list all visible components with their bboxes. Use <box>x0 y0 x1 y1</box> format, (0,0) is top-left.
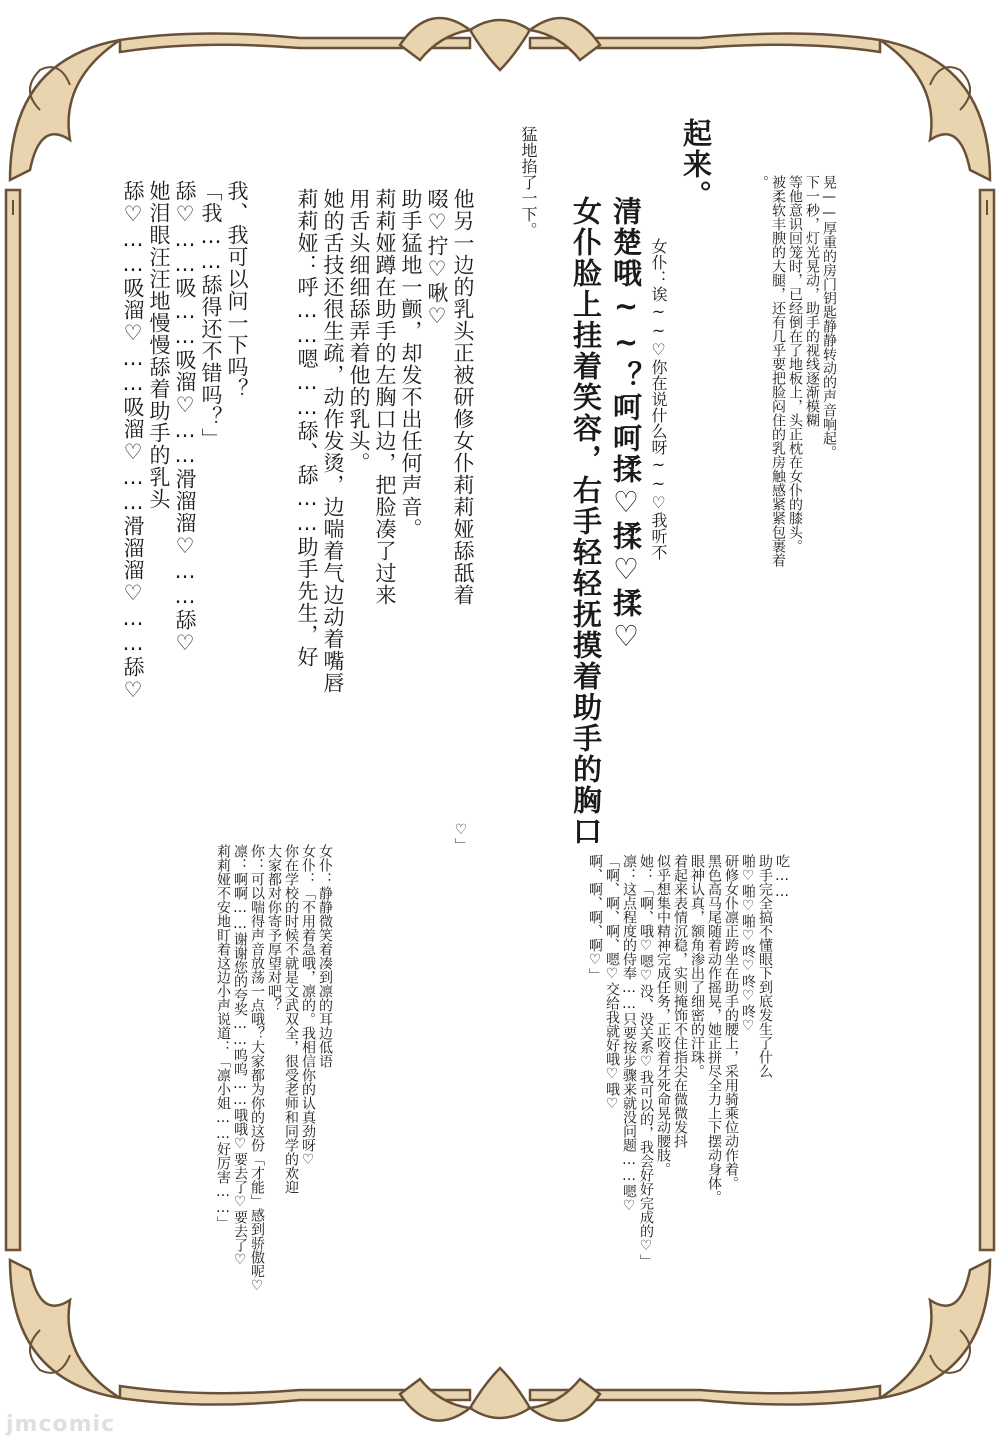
text-line: 她：「啊、哦♡嗯♡没、没关系♡我可以的，我会好好完成的♡」 <box>638 854 654 1268</box>
text-line: 「我……舔得还不错吗？」 <box>199 180 223 450</box>
text-line: 我、我可以问一下吗？ <box>225 180 249 400</box>
watermark: jmcomic <box>6 1412 116 1437</box>
maid-dialogue: 女仆：诶~~♡你在说什么呀~~♡我听不 <box>649 238 668 560</box>
text-line: 舔♡……吸溜♡……吸溜♡……滑溜溜♡……舔♡ <box>121 180 145 703</box>
text-line: 大家都对你寄予厚望对吧？ <box>266 844 282 1012</box>
text-line: 女仆：静静微笑着凑到凛的耳边低语 <box>317 844 333 1068</box>
text-line: 莉莉娅不安地盯着这边小声说道：「凛小姐……好厉害……」 <box>215 844 231 1230</box>
text-line: 助手完全搞不懂眼下到底发生了什么 <box>757 854 773 1078</box>
text-line: 凛：这点程度的侍奉……只要按步骤来就没问题……嗯♡ <box>621 854 637 1214</box>
text-line: 。 <box>753 175 769 189</box>
text-line: 她的舌技还很生疏，动作发烫，边喘着气边动着嘴唇 <box>321 188 345 694</box>
text-line: 着起来表情沉稳，实则掩饰不住指尖在微微发抖 <box>672 854 688 1148</box>
text-line: 他另一边的乳头正被研修女仆莉莉娅舔舐着 <box>451 188 475 606</box>
lilia-question-text <box>120 130 276 703</box>
text-line: 被柔软丰腴的大腿，还有几乎要把脸闷住的乳房触感紧紧包裹着 <box>770 175 786 567</box>
text-line: 女仆：「不用着急哦，凛的。我相信你的认真劲呀♡ <box>300 844 316 1168</box>
text-line: 晃——厚重的房门钥匙静静转动的声音响起。 <box>821 175 837 459</box>
text-line: 下一秒，灯光晃动，助手的视线逐渐模糊 <box>804 175 820 427</box>
text-line: 吃…… <box>774 854 790 900</box>
text-line: 似乎想集中精神完成任务，正咬着牙死命晃动腰肢。 <box>655 854 671 1176</box>
text-line: 你在学校的时候不就是文武双全，很受老师和同学的欢迎 <box>283 844 299 1194</box>
text-line: 啜♡拧♡啾♡ <box>425 188 449 329</box>
text-line: 你：可以喘得声音放荡一点哦？大家都为你的这份「才能」感到骄傲呢♡ <box>249 844 265 1294</box>
text-line: 啊、啊、啊、啊♡」 <box>587 854 603 982</box>
lilia-licking-text <box>294 138 502 694</box>
text-line: 凛：啊啊……谢谢您的夸奖……呜呜……哦哦♡要去了♡要去了♡ <box>232 844 248 1268</box>
text-line: 黑色高马尾随着动作摇晃，她正拼尽全力上下摆动身体。 <box>706 854 722 1204</box>
text-line: 莉莉娅蹲在助手的左胸口边，把脸凑了过来 <box>373 188 397 606</box>
teasing-text <box>566 124 686 847</box>
text-line: 等他意识回笼时，已经倒在了地板上，头正枕在女仆的膝头。 <box>787 175 803 553</box>
text-line: 用舌头细细舔弄着他的乳头。 <box>347 188 371 474</box>
maid-whisper-text <box>214 812 350 1352</box>
narration-door-text <box>752 143 854 663</box>
pinch-text: 猛地掐了一下。 <box>519 126 538 238</box>
text-line: 清楚哦~~？呵呵揉♡揉♡揉♡ <box>609 196 643 655</box>
text-line: 眼神认真，额角渗出了细密的汗珠。 <box>689 854 705 1078</box>
text-line: 「啊、啊、啊、嗯♡交给我就好哦♡哦♡ <box>604 854 620 1112</box>
text-line: 她泪眼汪汪地慢慢舔着助手的乳头 <box>147 180 171 510</box>
heart-bracket: ♡」 <box>453 822 469 852</box>
text-line: 助手猛地一颤，却发不出任何声音。 <box>399 188 423 540</box>
text-line: 女仆脸上挂着笑容，右手轻轻抚摸着助手的胸口 <box>569 196 603 847</box>
text-line: 啪♡啪♡啪♡咚♡咚♡咚♡ <box>740 854 756 1034</box>
get-up-heading: 起来。 <box>679 118 713 211</box>
rin-riding-text <box>586 822 807 1342</box>
text-line: 研修女仆凛正跨坐在助手的腰上，采用骑乘位动作着。 <box>723 854 739 1190</box>
text-line: 舔♡……吸……吸溜♡……滑溜溜♡……舔♡ <box>173 180 197 656</box>
text-line: 莉莉娅：呼……嗯……舔、舔……助手先生，好 <box>295 188 319 668</box>
